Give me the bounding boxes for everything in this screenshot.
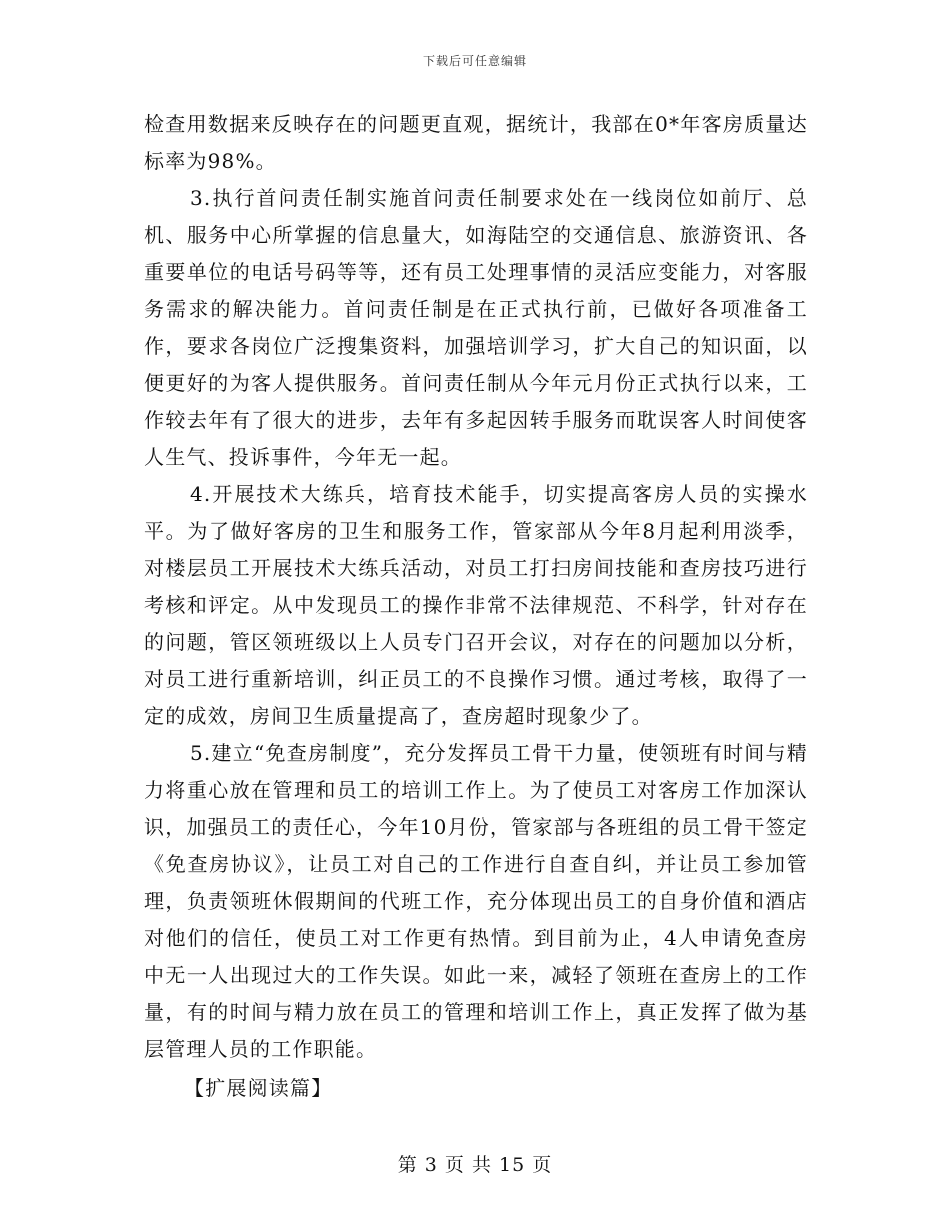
document-body — [144, 106, 808, 1107]
page-number: 第 3 页 共 15 页 — [397, 1154, 553, 1176]
extended-reading-heading: 【扩展阅读篇】 — [184, 1076, 333, 1100]
paragraph-continuation: 检查用数据来反映存在的问题更直观，据统计，我部在0*年客房质量达标率为98%。 — [144, 112, 808, 173]
page-header: 下载后可任意编辑 — [422, 54, 527, 68]
paragraph-item-5: 5.建立“免查房制度”，充分发挥员工骨干力量，使领班有时间与精力将重心放在管理和员工的培训工作上。为了使员工对客房工作加深认识，加强员工的责任心，今年10月份，管家部与各班组的员工骨干签定《免查房协议》，让员工对自己的工作进行自查自纠，并让员工参加管理，负责领班休假期间的代班工作，充分体现出员工的自身价值和酒店对他们的信任，使员工对工作更有热情。到目前为止，4人申请免查房中无一人出现过大的工作失误。如此一来，减轻了领班在查房上的工作量，有的时间与精力放在员工的管理和培训工作上，真正发挥了做为基层管理人员的工作职能。 — [144, 741, 808, 1061]
paragraph-item-4: 4.开展技术大练兵，培育技术能手，切实提高客房人员的实操水平。为了做好客房的卫生和服务工作，管家部从今年8月起利用淡季，对楼层员工开展技术大练兵活动，对员工打扫房间技能和查房技巧进行考核和评定。从中发现员工的操作非常不法律规范、不科学，针对存在的问题，管区领班级以上人员专门召开会议，对存在的问题加以分析，对员工进行重新培训，纠正员工的不良操作习惯。通过考核，取得了一定的成效，房间卫生质量提高了，查房超时现象少了。 — [144, 482, 808, 728]
paragraph-item-3: 3.执行首问责任制实施首问责任制要求处在一线岗位如前厅、总机、服务中心所掌握的信息量大，如海陆空的交通信息、旅游资讯、各重要单位的电话号码等等，还有员工处理事情的灵活应变能力，对客服务需求的解决能力。首问责任制是在正式执行前，已做好各项准备工作，要求各岗位广泛搜集资料，加强培训学习，扩大自己的知识面，以便更好的为客人提供服务。首问责任制从今年元月份正式执行以来，工作较去年有了很大的进步，去年有多起因转手服务而耽误客人时间使客人生气、投诉事件，今年无一起。 — [144, 186, 808, 469]
